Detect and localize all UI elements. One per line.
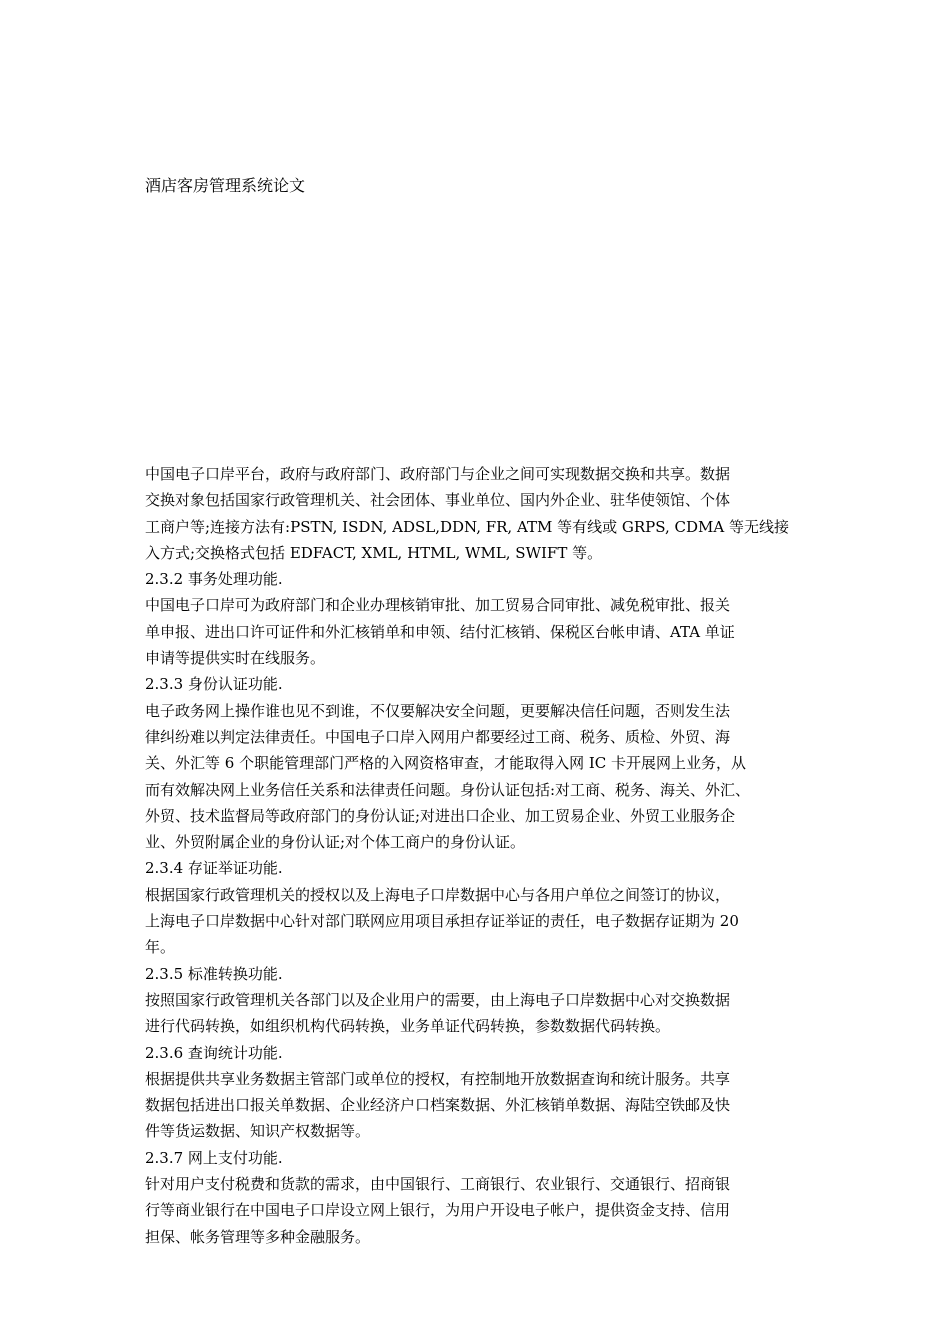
text-line: 根据国家行政管理机关的授权以及上海电子口岸数据中心与各用户单位之间签订的协议， [145, 885, 731, 904]
section-heading: 2.3.2 事务处理功能. [145, 570, 283, 589]
document-body [145, 461, 825, 1250]
text-line: 进行代码转换，如组织机构代码转换，业务单证代码转换，参数数据代码转换。 [145, 1017, 671, 1036]
text-line: 申请等提供实时在线服务。 [145, 649, 326, 668]
text-line: 行等商业银行在中国电子口岸设立网上银行，为用户开设电子帐户，提供资金支持、信用 [145, 1201, 731, 1220]
text-line: 交换对象包括国家行政管理机关、社会团体、事业单位、国内外企业、驻华使领馆、个体 [145, 491, 731, 510]
text-line: 按照国家行政管理机关各部门以及企业用户的需要，由上海电子口岸数据中心对交换数据 [145, 990, 731, 1009]
text-line: 数据包括进出口报关单数据、企业经济户口档案数据、外汇核销单数据、海陆空铁邮及快 [145, 1096, 731, 1115]
text-line: 年。 [145, 938, 176, 957]
text-line: 中国电子口岸可为政府部门和企业办理核销审批、加工贸易合同审批、减免税审批、报关 [145, 596, 731, 615]
section-heading: 2.3.7 网上支付功能. [145, 1148, 283, 1167]
text-line: 中国电子口岸平台，政府与政府部门、政府部门与企业之间可实现数据交换和共享。数据 [145, 465, 731, 483]
section-heading: 2.3.5 标准转换功能. [145, 964, 283, 983]
text-line: 而有效解决网上业务信任关系和法律责任问题。身份认证包括:对工商、税务、海关、外汇、 [145, 780, 751, 799]
text-line: 单申报、进出口许可证件和外汇核销单和申领、结付汇核销、保税区台帐申请、ATA 单证 [145, 622, 735, 641]
text-line: 工商户等;连接方法有:PSTN, ISDN, ADSL,DDN, FR, ATM 等有线或 GRPS, CDMA 等无线接 [145, 517, 789, 536]
text-line: 外贸、技术监督局等政府部门的身份认证;对进出口企业、加工贸易企业、外贸工业服务企 [145, 806, 736, 825]
text-line: 针对用户支付税费和货款的需求，由中国银行、工商银行、农业银行、交通银行、招商银 [145, 1175, 731, 1194]
text-line: 关、外汇等 6 个职能管理部门严格的入网资格审查，才能取得入网 IC 卡开展网上业务，从 [145, 754, 747, 773]
text-line: 件等货运数据、知识产权数据等。 [145, 1122, 371, 1141]
document-title: 酒店客房管理系统论文 [145, 176, 306, 195]
section-heading: 2.3.4 存证举证功能. [145, 859, 283, 878]
text-line: 业、外贸附属企业的身份认证;对个体工商户的身份认证。 [145, 833, 526, 852]
text-line: 入方式;交换格式包括 EDFACT, XML, HTML, WML, SWIFT 等。 [145, 543, 603, 562]
text-line: 担保、帐务管理等多种金融服务。 [145, 1227, 371, 1246]
section-heading: 2.3.6 查询统计功能. [145, 1043, 283, 1062]
text-line: 律纠纷难以判定法律责任。中国电子口岸入网用户都要经过工商、税务、质检、外贸、海 [145, 727, 731, 746]
text-line: 根据提供共享业务数据主管部门或单位的授权，有控制地开放数据查询和统计服务。共享 [145, 1069, 731, 1088]
section-heading: 2.3.3 身份认证功能. [145, 675, 283, 694]
text-line: 电子政务网上操作谁也见不到谁，不仅要解决安全问题，更要解决信任问题，否则发生法 [145, 701, 731, 720]
text-line: 上海电子口岸数据中心针对部门联网应用项目承担存证举证的责任，电子数据存证期为 20 [145, 912, 739, 931]
